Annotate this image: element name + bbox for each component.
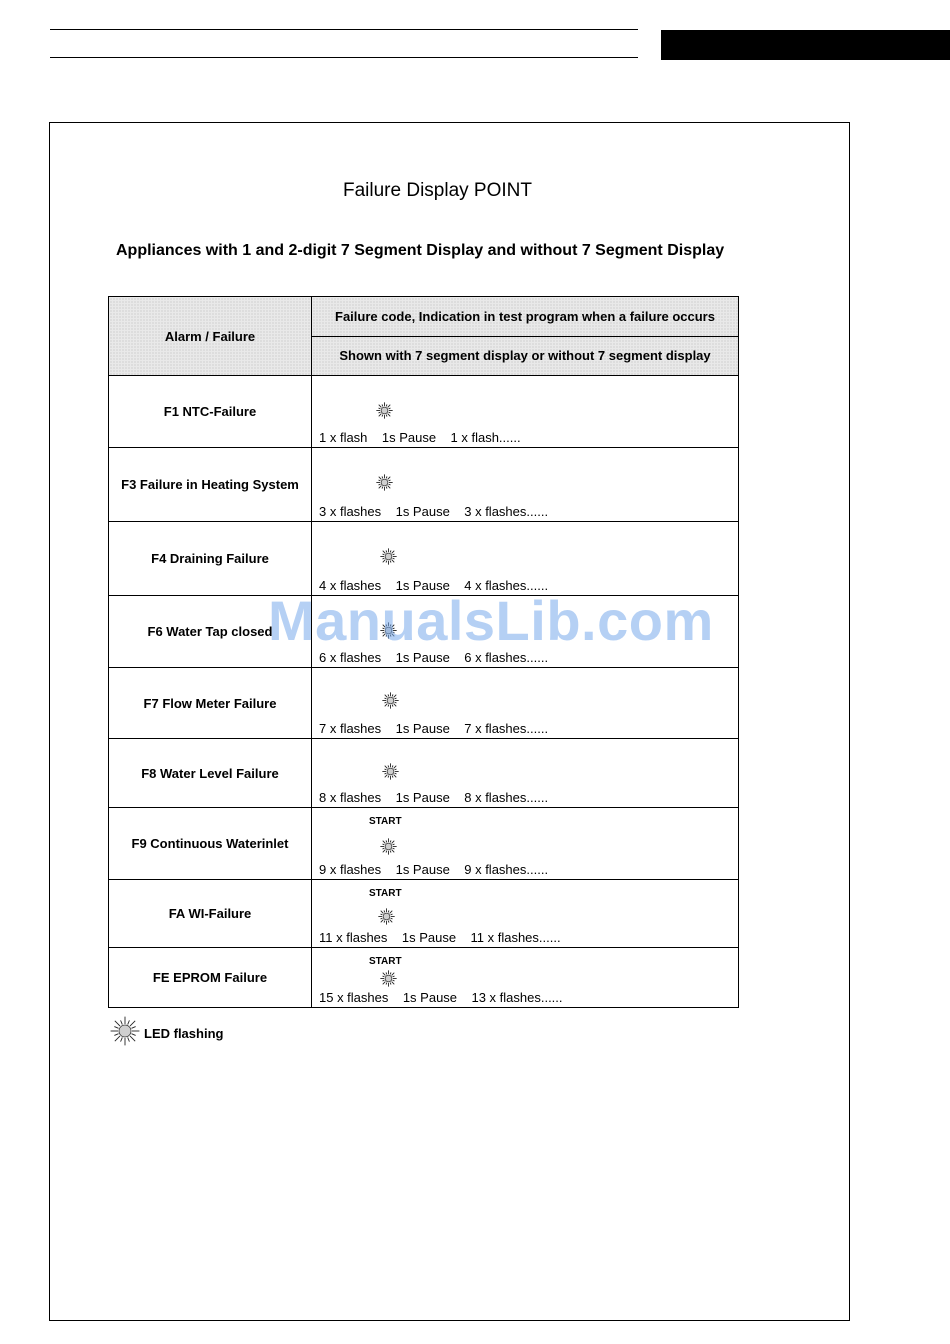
failure-row xyxy=(109,880,739,948)
page-title: Failure Display POINT xyxy=(343,180,532,201)
flash-sequence: 7 x flashes 1s Pause 7 x flashes...... xyxy=(319,721,549,736)
failure-indication xyxy=(312,448,739,522)
led-flashing-icon xyxy=(378,908,395,925)
led-flashing-icon xyxy=(382,692,399,709)
failure-indication xyxy=(312,596,739,668)
start-label: START xyxy=(369,888,402,899)
failure-rows xyxy=(109,376,739,1008)
header-rule-bottom xyxy=(50,57,638,58)
flash-sequence: 3 x flashes 1s Pause 3 x flashes...... xyxy=(319,504,549,519)
failure-name: F4 Draining Failure xyxy=(109,522,312,596)
failure-row xyxy=(109,668,739,739)
failure-row xyxy=(109,522,739,596)
flash-sequence: 8 x flashes 1s Pause 8 x flashes...... xyxy=(319,790,549,805)
failure-row xyxy=(109,808,739,880)
page-subtitle: Appliances with 1 and 2-digit 7 Segment Display and without 7 Segment Display xyxy=(116,242,725,259)
failure-indication xyxy=(312,522,739,596)
start-label: START xyxy=(369,816,402,827)
failure-indication xyxy=(312,739,739,808)
failure-indication xyxy=(312,668,739,739)
legend-label: LED flashing xyxy=(144,1026,224,1041)
led-flashing-icon xyxy=(380,970,397,987)
flash-sequence: 6 x flashes 1s Pause 6 x flashes...... xyxy=(319,650,549,665)
led-flashing-icon xyxy=(380,838,397,855)
failure-indication xyxy=(312,376,739,448)
failure-row xyxy=(109,948,739,1008)
flash-sequence: 15 x flashes 1s Pause 13 x flashes...... xyxy=(319,990,563,1005)
failure-indication xyxy=(312,808,739,880)
led-flashing-icon xyxy=(376,402,393,419)
header-rule-top xyxy=(50,29,638,30)
header-black-bar xyxy=(661,30,950,60)
watermark: ManualsLib.com xyxy=(268,589,714,652)
failure-name: F3 Failure in Heating System xyxy=(109,448,312,522)
flash-sequence: 1 x flash 1s Pause 1 x flash...... xyxy=(319,430,521,445)
failure-indication xyxy=(312,948,739,1008)
failure-row xyxy=(109,448,739,522)
failure-table xyxy=(108,296,739,1008)
failure-name: F9 Continuous Waterinlet xyxy=(109,808,312,880)
failure-name: F1 NTC-Failure xyxy=(109,376,312,448)
led-flashing-icon xyxy=(380,548,397,565)
failure-row xyxy=(109,596,739,668)
led-flashing-icon xyxy=(376,474,393,491)
led-flashing-icon xyxy=(380,622,397,639)
failure-row xyxy=(109,376,739,448)
flash-sequence: 11 x flashes 1s Pause 11 x flashes...... xyxy=(319,930,561,945)
flash-sequence: 9 x flashes 1s Pause 9 x flashes...... xyxy=(319,862,549,877)
flash-sequence: 4 x flashes 1s Pause 4 x flashes...... xyxy=(319,578,549,593)
start-label: START xyxy=(369,956,402,967)
led-flashing-icon xyxy=(382,763,399,780)
failure-indication xyxy=(312,880,739,948)
header-failure-code: Failure code, Indication in test program when a failure occurs xyxy=(312,297,739,337)
failure-name: FE EPROM Failure xyxy=(109,948,312,1008)
failure-row xyxy=(109,739,739,808)
led-flashing-icon xyxy=(110,1016,140,1051)
header-segment-display: Shown with 7 segment display or without 7 segment display xyxy=(312,336,739,376)
failure-name: F7 Flow Meter Failure xyxy=(109,668,312,739)
failure-name: F6 Water Tap closed xyxy=(109,596,312,668)
header-alarm-failure: Alarm / Failure xyxy=(109,297,312,376)
failure-name: FA WI-Failure xyxy=(109,880,312,948)
legend xyxy=(110,1016,223,1051)
failure-name: F8 Water Level Failure xyxy=(109,739,312,808)
